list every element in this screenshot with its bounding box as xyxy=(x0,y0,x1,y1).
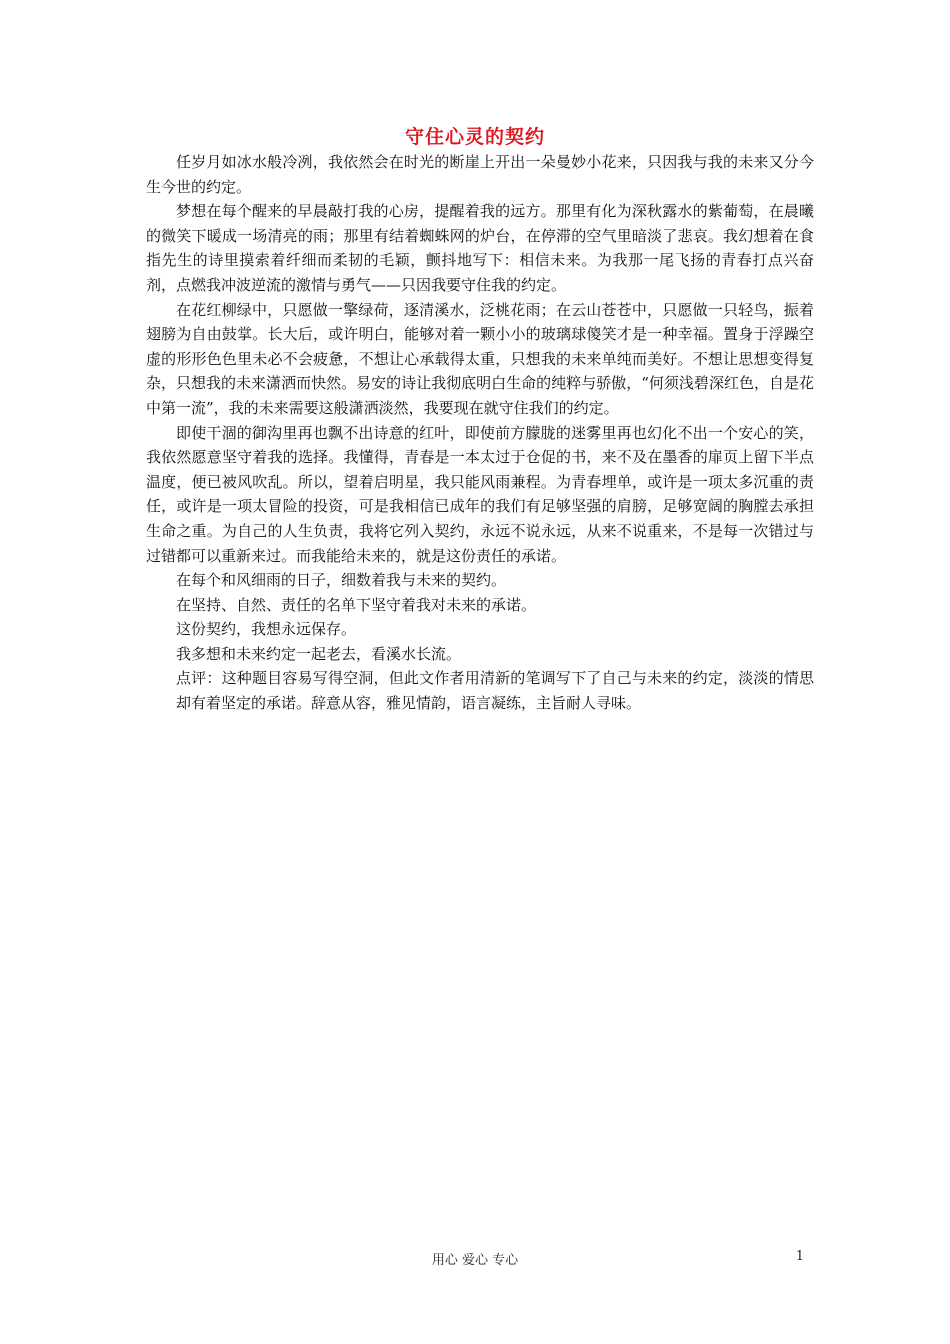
short-line: 我多想和未来约定一起老去，看溪水长流。 xyxy=(176,644,462,663)
page-number: 1 xyxy=(795,1249,804,1264)
commentary: 点评：这种题目容易写得空洞，但此文作者用清新的笔调写下了自己与未来的约定，淡淡的情思却有着坚定的承诺。辞意从容，雅见情韵，语言凝练，主旨耐人寻味。 xyxy=(176,669,814,713)
document-body xyxy=(146,150,814,716)
paragraph: 任岁月如冰水般冷冽，我依然会在时光的断崖上开出一朵曼妙小花来，只因我与我的未来又分今生今世的约定。 xyxy=(146,153,814,196)
paragraph: 即使干涸的御沟里再也飘不出诗意的红叶，即使前方朦胧的迷雾里再也幻化不出一个安心的笑，我依然愿意坚守着我的选择。我懂得，青春是一本太过于仓促的书，来不及在墨香的扉页上留下半点温度，便已被风吹乱。所以，望着启明星，我只能风雨兼程。为青春埋单，或许是一项太多沉重的责任，或许是一项太冒险的投资，可是我相信已成年的我们有足够坚强的肩膀，足够宽阔的胸膛去承担生命之重。为自己的人生负责，我将它列入契约，永远不说永远，从来不说重来，不是每一次错过与过错都可以重新来过。而我能给未来的，就是这份责任的承诺。 xyxy=(146,423,814,565)
short-line: 在每个和风细雨的日子，细数着我与未来的契约。 xyxy=(176,571,507,590)
short-line: 在坚持、自然、责任的名单下坚守着我对未来的承诺。 xyxy=(176,595,537,614)
document-title: 守住心灵的契约 xyxy=(404,126,545,148)
paragraph: 在花红柳绿中，只愿做一擎绿荷，逐清溪水，泛桃花雨；在云山苍苍中，只愿做一只轻鸟，振着翅膀为自由鼓掌。长大后，或许明白，能够对着一颗小小的玻璃球傻笑才是一种幸福。置身于浮躁空虚的形形色色里未必不会疲惫，不想让心承载得太重，只想我的未来单纯而美好。不想让思想变得复杂，只想我的未来潇洒而快然。易安的诗让我彻底明白生命的纯粹与骄傲，“何须浅碧深红色，自是花中第一流”，我的未来需要这般潇洒淡然，我要现在就守住我们的约定。 xyxy=(146,300,814,417)
short-line: 这份契约，我想永远保存。 xyxy=(176,620,357,639)
footer-slogan: 用心 爱心 专心 xyxy=(431,1253,519,1268)
paragraph: 梦想在每个醒来的早晨敲打我的心房，提醒着我的远方。那里有化为深秋露水的紫葡萄，在晨曦的微笑下暖成一场清亮的雨；那里有结着蜘蛛网的炉台，在停滞的空气里暗淡了悲哀。我幻想着在食指先生的诗里摸索着纤细而柔韧的毛颖，颤抖地写下：相信未来。为我那一尾飞扬的青春打点兴奋剂，点燃我冲波逆流的激情与勇气——只因我要守住我的约定。 xyxy=(146,202,814,294)
